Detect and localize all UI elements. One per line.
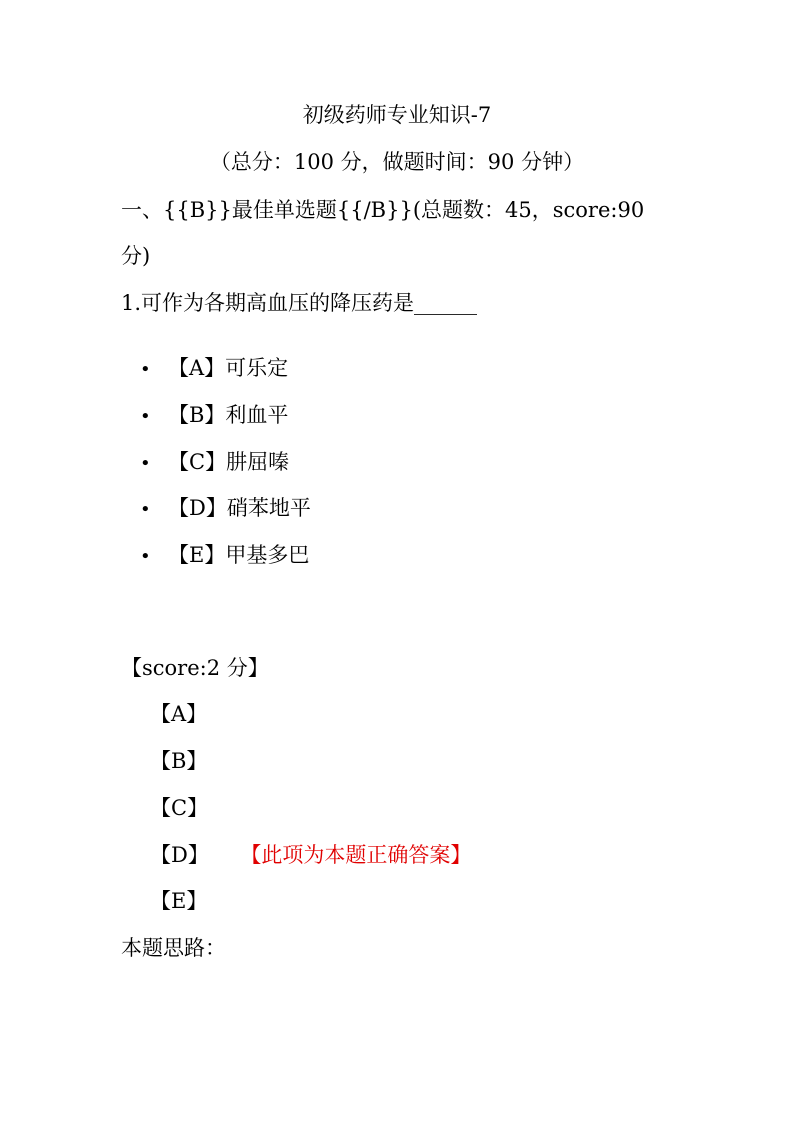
bullet-icon: • (140, 499, 151, 520)
answer-choice-b: 【B】 (150, 749, 208, 773)
option-a (140, 352, 288, 382)
option-label: 【D】硝苯地平 (168, 496, 311, 520)
answer-choice-a: 【A】 (150, 702, 208, 726)
score-label: 【score:2 分】 (121, 656, 269, 680)
bullet-icon: • (140, 453, 151, 474)
answer-choice-c: 【C】 (150, 796, 209, 820)
analysis-label: 本题思路： (121, 936, 226, 960)
answer-choice-e: 【E】 (150, 889, 208, 913)
option-e (140, 539, 309, 569)
answer-choice-d: 【D】 (150, 843, 209, 867)
section-heading: 一、{{B}}最佳单选题{{/B}}(总题数：45，score:90 (121, 198, 645, 222)
option-c (140, 446, 289, 476)
page-title: 初级药师专业知识-7 (302, 103, 492, 127)
page-subtitle: （总分：100 分，做题时间：90 分钟） (209, 150, 585, 174)
correct-answer-note: 【此项为本题正确答案】 (250, 843, 472, 867)
option-d (140, 492, 311, 522)
bullet-icon: • (140, 406, 151, 427)
section-heading-continued: 分) (121, 244, 151, 268)
bullet-icon: • (140, 546, 151, 567)
option-label: 【B】利血平 (168, 403, 289, 427)
option-label: 【A】可乐定 (168, 356, 289, 380)
answer-choice-d-row (150, 839, 471, 869)
bullet-icon: • (140, 359, 151, 380)
option-label: 【E】甲基多巴 (168, 543, 310, 567)
question-text: 1.可作为各期高血压的降压药是______ (121, 291, 478, 315)
option-b (140, 399, 288, 429)
option-label: 【C】肼屈嗪 (168, 450, 290, 474)
